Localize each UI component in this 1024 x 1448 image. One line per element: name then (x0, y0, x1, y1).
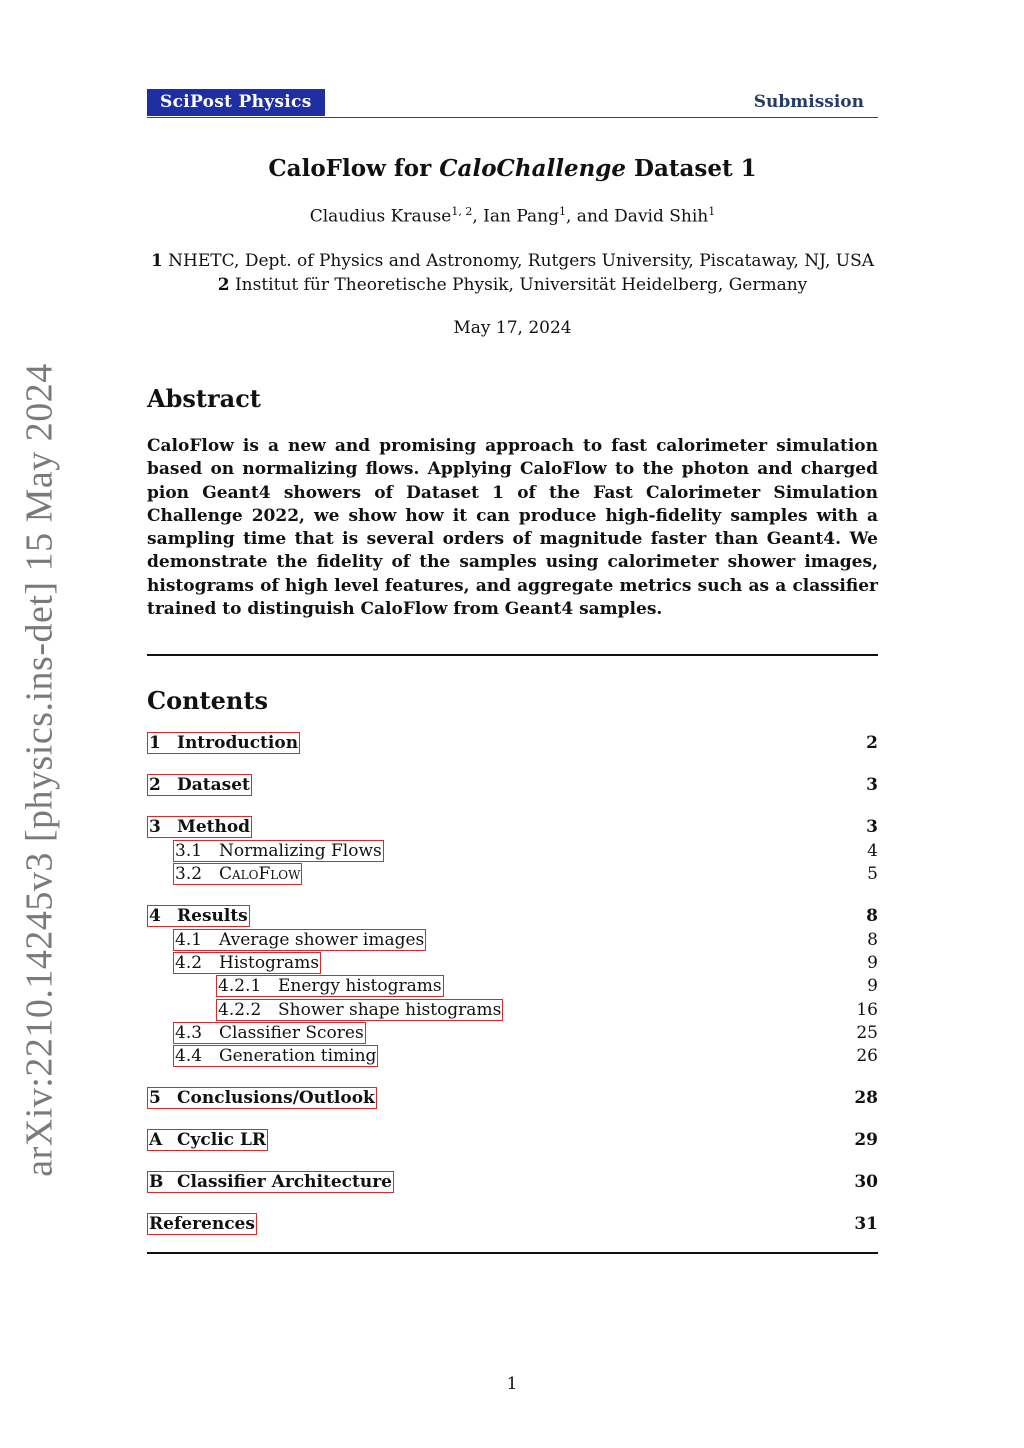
toc-entry (147, 774, 878, 797)
toc-entry (147, 999, 878, 1022)
submission-label: Submission (753, 92, 864, 112)
author-1: Claudius Krause (309, 206, 452, 227)
toc-link-average-shower-images[interactable]: 4.1 Average shower images (175, 930, 425, 950)
toc-page: 16 (856, 1000, 878, 1020)
abstract-text: CaloFlow is a new and promising approach to fast calorimeter simulation based on normalizing flows. Applying CaloFlow to the photon and charged pion Geant4 showers of Dataset 1 of the Fast Calorimeter Simulation Challenge 2022, we show how it can produce high-fidelity samples with a sampling time that is several orders of magnitude faster than Geant4. We demonstrate the fidelity of the samples using calorimeter shower images, histograms of high level features, and aggregate metrics such as a classifier trained to distinguish CaloFlow from Geant4 samples. (147, 436, 878, 620)
toc-page: 29 (854, 1130, 878, 1150)
toc-entry (147, 1129, 878, 1152)
toc-entry (147, 929, 878, 952)
toc-page: 2 (866, 733, 878, 753)
toc-link-cyclic-lr[interactable]: A Cyclic LR (149, 1130, 267, 1150)
toc-link-caloflow[interactable]: 3.2 CaloFlow (175, 864, 301, 884)
toc-page: 30 (854, 1172, 878, 1192)
contents-heading: Contents (147, 686, 268, 715)
author-1-affil: 1, 2 (451, 205, 473, 218)
toc-entry (147, 952, 878, 975)
toc-entry (147, 1087, 878, 1110)
divider-top (147, 654, 878, 656)
toc-link-energy-histograms[interactable]: 4.2.1 Energy histograms (218, 976, 442, 996)
author-3-affil: 1 (708, 205, 716, 218)
toc-page: 4 (867, 841, 878, 861)
toc-page: 8 (867, 930, 878, 950)
toc-page: 28 (854, 1088, 878, 1108)
toc-entry (147, 1022, 878, 1045)
title-italic: CaloChallenge (439, 155, 627, 182)
paper-date: May 17, 2024 (453, 318, 572, 338)
toc-page: 8 (866, 906, 878, 926)
page-number: 1 (506, 1374, 518, 1394)
toc-page: 5 (867, 864, 878, 884)
title-part1: CaloFlow for (268, 155, 440, 182)
page-header (147, 89, 878, 118)
toc-page: 26 (856, 1046, 878, 1066)
abstract-heading: Abstract (147, 384, 261, 413)
toc-page: 3 (866, 817, 878, 837)
divider-bottom (147, 1252, 878, 1254)
toc-entry (147, 816, 878, 839)
toc-link-results[interactable]: 4 Results (149, 906, 248, 926)
toc-entry (147, 863, 878, 886)
toc-link-histograms[interactable]: 4.2 Histograms (175, 953, 320, 973)
toc-entry (147, 732, 878, 755)
toc-entry (147, 975, 878, 998)
toc-link-generation-timing[interactable]: 4.4 Generation timing (175, 1046, 377, 1066)
paper-title (147, 155, 878, 182)
toc-page: 25 (856, 1023, 878, 1043)
arxiv-stamp-text: arXiv:2210.14245v3 [physics.ins-det] 15 May 2024 (19, 363, 61, 1177)
affiliations (147, 249, 878, 297)
toc-link-conclusions[interactable]: 5 Conclusions/Outlook (149, 1088, 375, 1108)
toc-link-shower-shape-histograms[interactable]: 4.2.2 Shower shape histograms (218, 1000, 502, 1020)
toc-link-classifier-scores[interactable]: 4.3 Classifier Scores (175, 1023, 364, 1043)
affiliation-2: 2 Institut für Theoretische Physik, Universität Heidelberg, Germany (217, 275, 808, 295)
toc-entry (147, 1213, 878, 1236)
toc-link-dataset[interactable]: 2 Dataset (149, 775, 250, 795)
title-part2: Dataset 1 (626, 155, 757, 182)
author-list (147, 205, 878, 227)
author-2-affil: 1 (559, 205, 566, 218)
toc-link-introduction[interactable]: 1 Introduction (149, 733, 299, 753)
toc-link-normalizing-flows[interactable]: 3.1 Normalizing Flows (175, 841, 382, 861)
toc-entry (147, 1171, 878, 1194)
toc-page: 31 (854, 1214, 878, 1234)
toc-page: 9 (867, 976, 878, 996)
journal-badge: SciPost Physics (147, 89, 325, 116)
arxiv-stamp (10, 363, 70, 1177)
author-3: , and David Shih (566, 206, 709, 227)
toc-link-method[interactable]: 3 Method (149, 817, 251, 837)
affiliation-1: 1 NHETC, Dept. of Physics and Astronomy, Rutgers University, Piscataway, NJ, USA (150, 251, 875, 271)
toc-entry (147, 840, 878, 863)
toc-page: 3 (866, 775, 878, 795)
author-2: , Ian Pang (472, 206, 559, 227)
toc-link-references[interactable]: References (149, 1214, 255, 1234)
toc-entry (147, 1045, 878, 1068)
toc-entry (147, 905, 878, 928)
toc-link-classifier-architecture[interactable]: B Classifier Architecture (149, 1172, 392, 1192)
toc-page: 9 (867, 953, 878, 973)
